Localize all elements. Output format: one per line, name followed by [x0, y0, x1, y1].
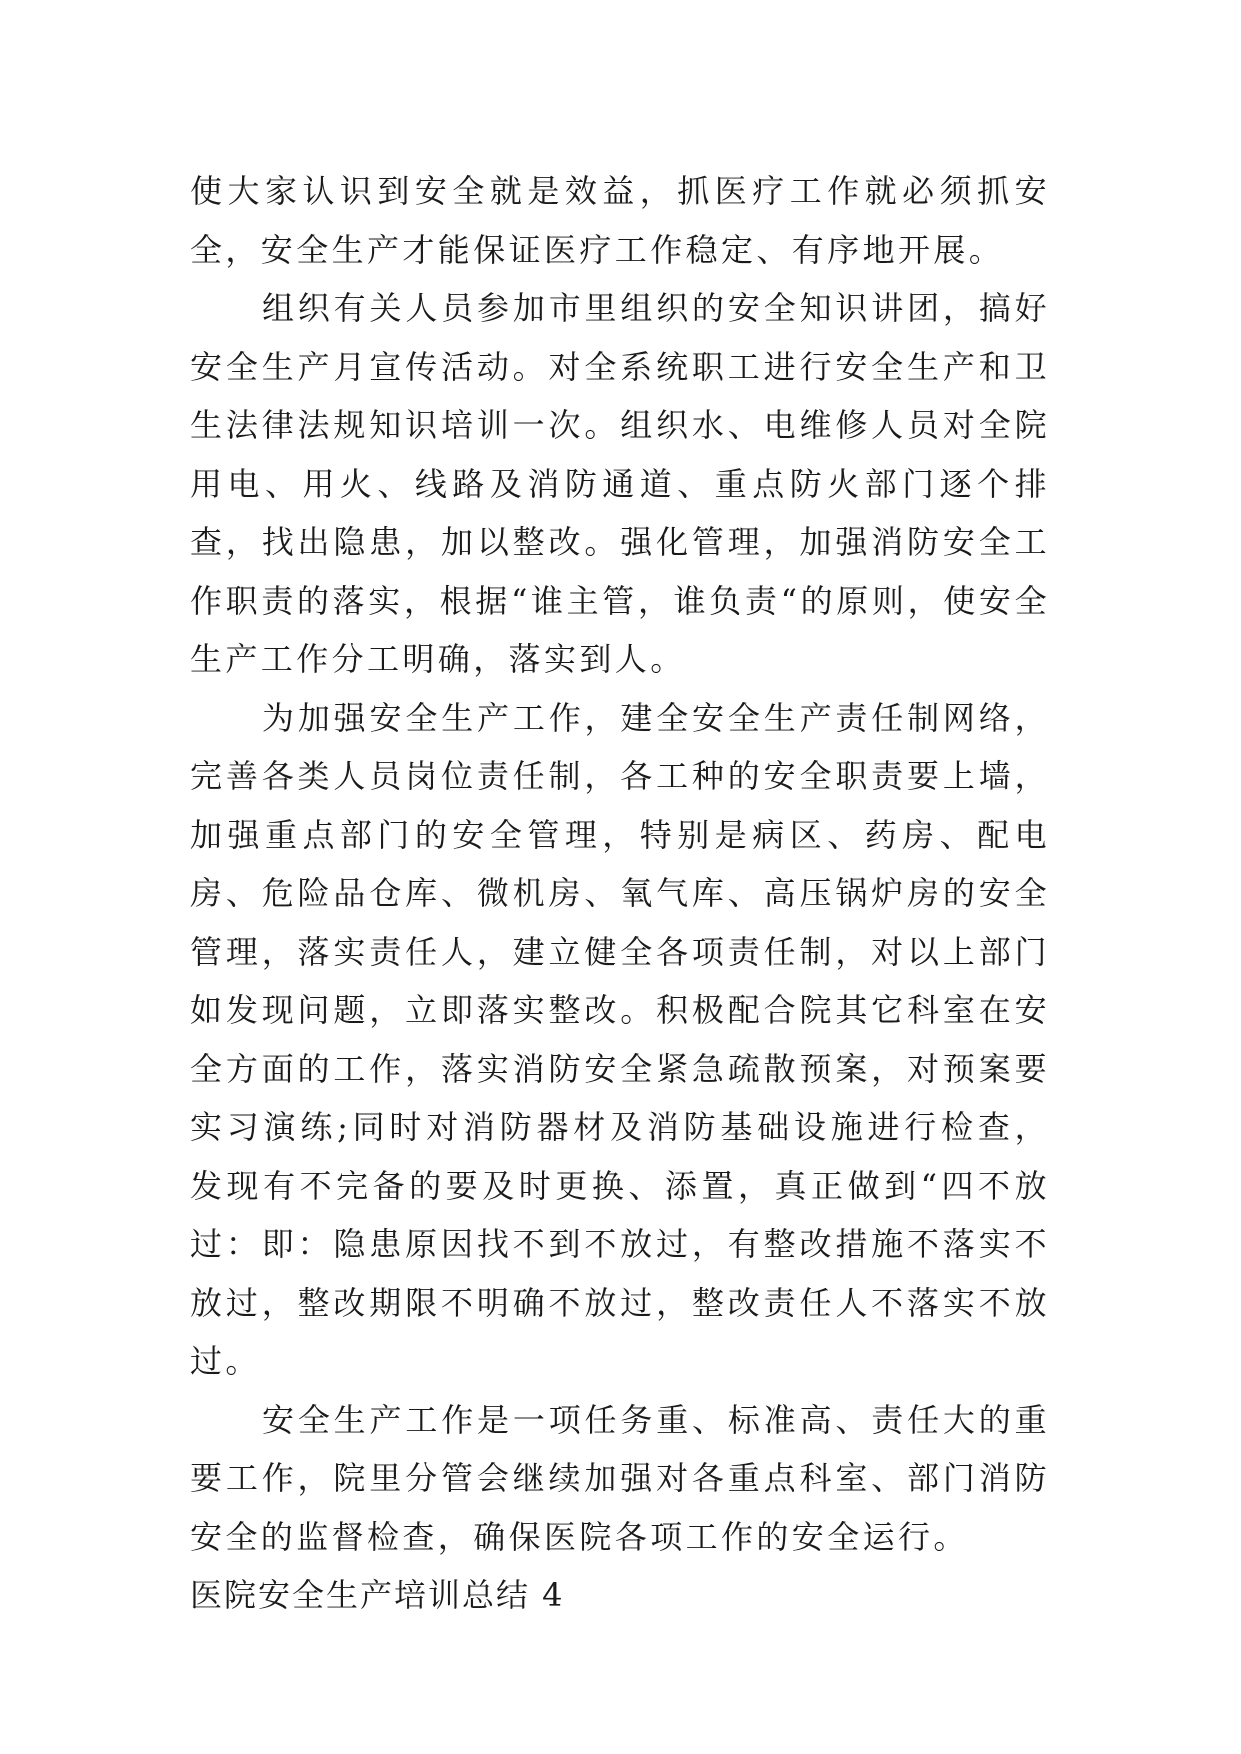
document-body [190, 162, 1050, 1625]
paragraph-3: 为加强安全生产工作，建全安全生产责任制网络，完善各类人员岗位责任制，各工种的安全职责要上墙，加强重点部门的安全管理，特别是病区、药房、配电房、危险品仓库、微机房、氧气库、高压锅炉房的安全管理，落实责任人，建立健全各项责任制，对以上部门如发现问题，立即落实整改。积极配合院其它科室在安全方面的工作，落实消防安全紧急疏散预案，对预案要实习演练;同时对消防器材及消防基础设施进行检查，发现有不完备的要及时更换、添置，真正做到“四不放过：即：隐患原因找不到不放过，有整改措施不落实不放过，整改期限不明确不放过，整改责任人不落实不放过。 [190, 698, 1050, 1380]
section-heading: 医院安全生产培训总结 4 [190, 1576, 565, 1614]
paragraph-4: 安全生产工作是一项任务重、标准高、责任大的重要工作，院里分管会继续加强对各重点科室、部门消防安全的监督检查，确保医院各项工作的安全运行。 [190, 1400, 1050, 1556]
paragraph-2: 组织有关人员参加市里组织的安全知识讲团，搞好安全生产月宣传活动。对全系统职工进行安全生产和卫生法律法规知识培训一次。组织水、电维修人员对全院用电、用火、线路及消防通道、重点防火部门逐个排查，找出隐患，加以整改。强化管理，加强消防安全工作职责的落实，根据“谁主管，谁负责“的原则，使安全生产工作分工明确，落实到人。 [190, 289, 1050, 678]
paragraph-1: 使大家认识到安全就是效益，抓医疗工作就必须抓安全，安全生产才能保证医疗工作稳定、有序地开展。 [190, 172, 1050, 269]
